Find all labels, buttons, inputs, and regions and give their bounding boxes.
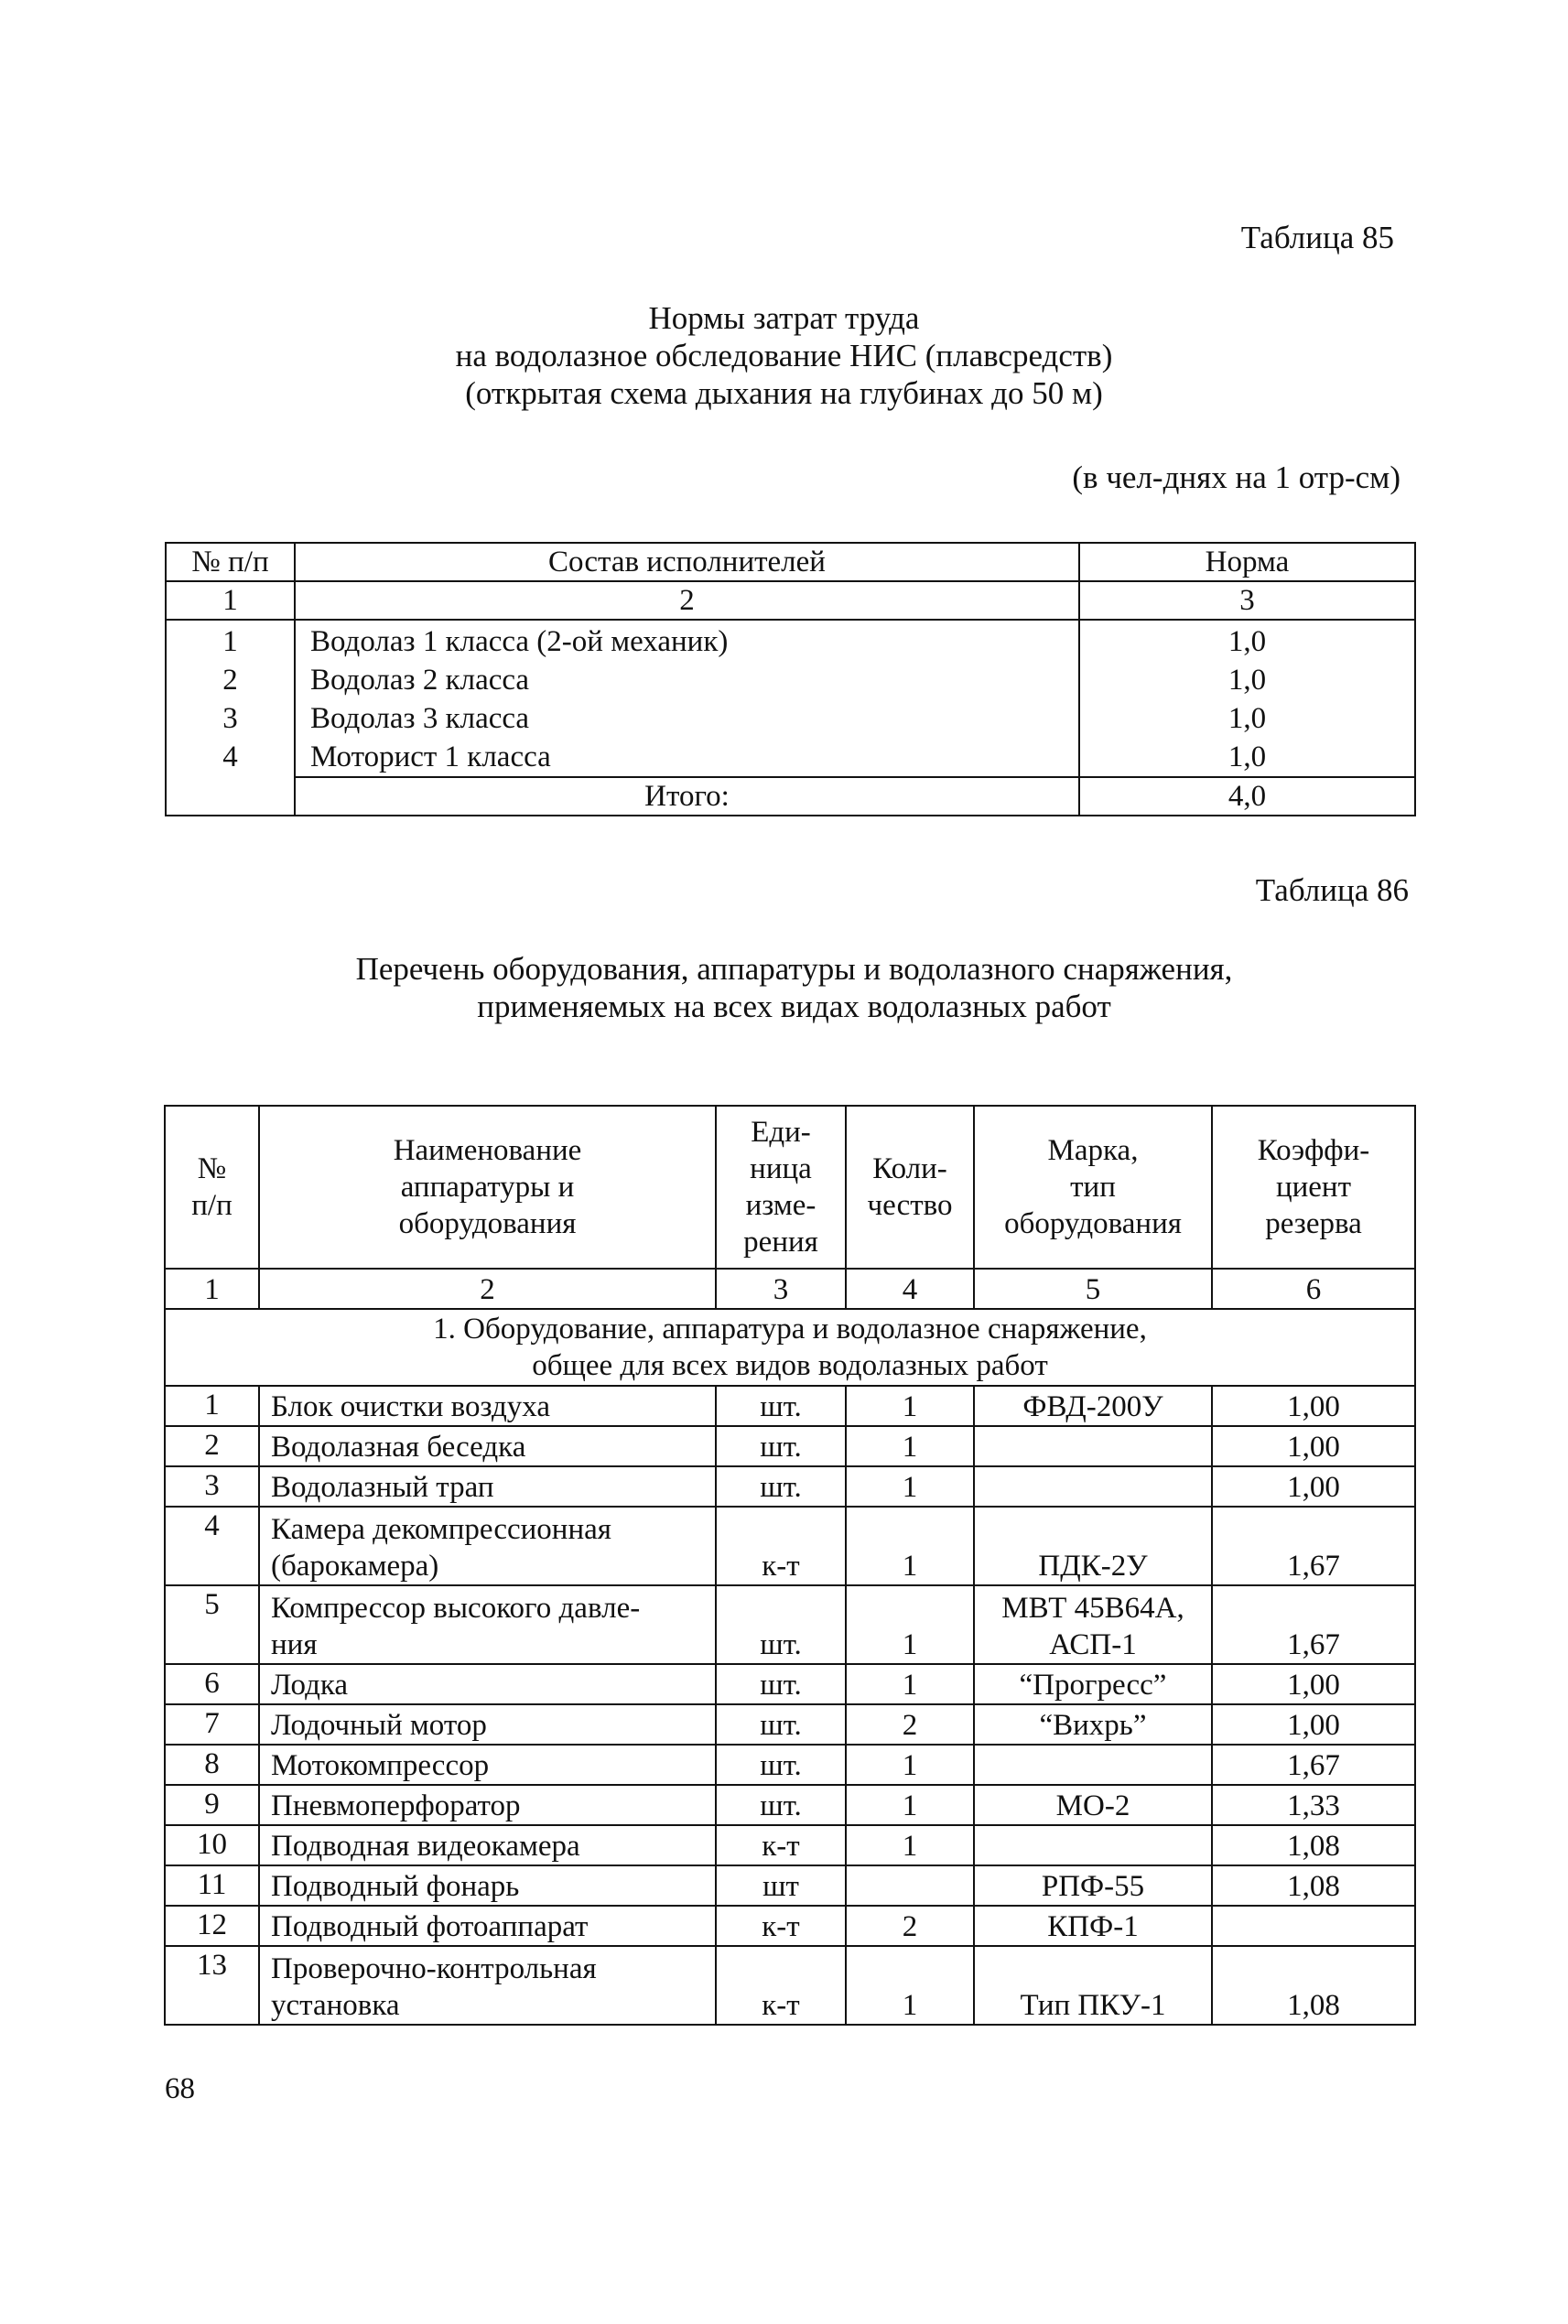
brand-line: Тип ПКУ-1 <box>1020 1989 1166 2022</box>
table-row <box>165 1426 1415 1466</box>
title-line: применяемых на всех видах водолазных работ <box>477 989 1111 1024</box>
row-number: 13 <box>165 1946 259 2025</box>
table-86-label: Таблица 86 <box>1255 872 1409 908</box>
table-row <box>165 1946 1415 2025</box>
item-name-line: Компрессор высокого давле- <box>271 1592 641 1625</box>
brand <box>974 1426 1212 1466</box>
staff-name: Моторист 1 класса <box>310 740 551 773</box>
unit: к-т <box>716 1825 846 1865</box>
table-85 <box>165 542 1416 816</box>
row-number: 12 <box>165 1906 259 1946</box>
norm-value: 1,0 <box>1227 740 1267 773</box>
page-number: 68 <box>165 2072 195 2105</box>
total-label: Итого: <box>295 777 1079 816</box>
header-cell <box>165 1106 259 1269</box>
unit: шт. <box>716 1704 846 1745</box>
header-cell: Норма <box>1079 543 1415 581</box>
column-number: 2 <box>259 1269 716 1309</box>
header-cell <box>846 1106 974 1269</box>
column-number: 3 <box>1079 581 1415 620</box>
reserve-coefficient <box>1212 1906 1415 1946</box>
row-number: 4 <box>165 1507 259 1585</box>
header-line: изме- <box>745 1189 816 1222</box>
item-name-line: Проверочно-контрольная <box>271 1952 597 1985</box>
unit: шт. <box>716 1664 846 1704</box>
brand <box>974 1386 1212 1426</box>
row-number: 2 <box>222 664 238 697</box>
unit: шт. <box>716 1426 846 1466</box>
unit: к-т <box>716 1906 846 1946</box>
brand <box>974 1745 1212 1785</box>
table-row <box>165 1745 1415 1785</box>
item-name-line: установка <box>271 1989 400 2022</box>
item-name <box>259 1426 716 1466</box>
brand-line: РПФ-55 <box>1041 1870 1145 1903</box>
item-name-line: ния <box>271 1628 318 1661</box>
row-number: 4 <box>222 740 238 773</box>
item-name <box>259 1386 716 1426</box>
column-number-row <box>165 1269 1415 1309</box>
quantity: 1 <box>846 1664 974 1704</box>
unit: шт. <box>716 1785 846 1825</box>
section-line: общее для всех видов водолазных работ <box>532 1349 1048 1382</box>
item-name-line: Лодочный мотор <box>271 1709 487 1742</box>
header-line: циент <box>1275 1171 1352 1204</box>
brand <box>974 1507 1212 1585</box>
unit: к-т <box>716 1507 846 1585</box>
norm-value: 1,0 <box>1227 625 1267 658</box>
item-name-line: Подводный фонарь <box>271 1870 520 1903</box>
item-name <box>259 1585 716 1664</box>
row-number: 6 <box>165 1664 259 1704</box>
brand <box>974 1906 1212 1946</box>
norm-value: 1,0 <box>1227 664 1267 697</box>
column-number: 1 <box>166 581 295 620</box>
reserve-coefficient: 1,08 <box>1212 1946 1415 2025</box>
quantity: 1 <box>846 1507 974 1585</box>
header-line: тип <box>1070 1171 1116 1204</box>
total-value: 4,0 <box>1079 777 1415 816</box>
row-numbers-cell <box>166 620 295 816</box>
unit: шт. <box>716 1585 846 1664</box>
quantity: 2 <box>846 1906 974 1946</box>
reserve-coefficient: 1,33 <box>1212 1785 1415 1825</box>
quantity: 1 <box>846 1585 974 1664</box>
reserve-coefficient: 1,00 <box>1212 1386 1415 1426</box>
header-line: ница <box>750 1152 812 1185</box>
title-line: (открытая схема дыхания на глубинах до 50 м) <box>465 375 1103 411</box>
reserve-coefficient: 1,67 <box>1212 1585 1415 1664</box>
brand-line: “Вихрь” <box>1039 1709 1147 1742</box>
item-name <box>259 1785 716 1825</box>
table-body <box>166 620 1415 777</box>
norm-values-cell <box>1079 620 1415 777</box>
header-cell <box>259 1106 716 1269</box>
staff-names-cell <box>295 620 1079 777</box>
row-number: 1 <box>222 625 238 658</box>
item-name <box>259 1946 716 2025</box>
unit: к-т <box>716 1946 846 2025</box>
header-line: Коэффи- <box>1257 1134 1370 1167</box>
table-header-row <box>166 543 1415 581</box>
table-row <box>165 1825 1415 1865</box>
item-name-line: Водолазный трап <box>271 1471 494 1504</box>
table-85-units: (в чел-днях на 1 отр-см) <box>1072 459 1400 495</box>
norm-value: 1,0 <box>1227 702 1267 735</box>
row-number: 9 <box>165 1785 259 1825</box>
item-name-line: Лодка <box>271 1669 349 1702</box>
header-line: № <box>197 1152 227 1185</box>
brand-line: КПФ-1 <box>1047 1910 1139 1943</box>
row-number: 5 <box>165 1585 259 1664</box>
section-row <box>165 1309 1415 1386</box>
item-name <box>259 1466 716 1507</box>
table-row <box>165 1906 1415 1946</box>
quantity: 1 <box>846 1386 974 1426</box>
table-row <box>165 1507 1415 1585</box>
total-row <box>166 777 1415 816</box>
header-cell: № п/п <box>166 543 295 581</box>
item-name-line: Подводный фотоаппарат <box>271 1910 589 1943</box>
row-number: 7 <box>165 1704 259 1745</box>
column-number-row <box>166 581 1415 620</box>
row-number: 10 <box>165 1825 259 1865</box>
quantity: 1 <box>846 1466 974 1507</box>
reserve-coefficient: 1,08 <box>1212 1825 1415 1865</box>
header-line: оборудования <box>398 1207 577 1240</box>
brand <box>974 1825 1212 1865</box>
header-line: чество <box>867 1189 953 1222</box>
item-name-line: Мотокомпрессор <box>271 1749 490 1782</box>
table-row <box>165 1785 1415 1825</box>
brand-line: АСП-1 <box>1049 1628 1137 1661</box>
header-line: резерва <box>1265 1207 1362 1240</box>
quantity <box>846 1865 974 1906</box>
table-row <box>165 1585 1415 1664</box>
item-name-line: Подводная видеокамера <box>271 1830 580 1863</box>
item-name <box>259 1507 716 1585</box>
title-line: Перечень оборудования, аппаратуры и водолазного снаряжения, <box>355 951 1233 987</box>
unit: шт. <box>716 1466 846 1507</box>
table-86-title <box>10 950 1568 1025</box>
table-row <box>165 1865 1415 1906</box>
quantity: 1 <box>846 1785 974 1825</box>
reserve-coefficient: 1,00 <box>1212 1664 1415 1704</box>
unit: шт <box>716 1865 846 1906</box>
item-name <box>259 1906 716 1946</box>
item-name-line: Водолазная беседка <box>271 1431 526 1464</box>
brand-line: МО-2 <box>1055 1789 1130 1822</box>
brand <box>974 1664 1212 1704</box>
unit: шт. <box>716 1745 846 1785</box>
quantity: 1 <box>846 1745 974 1785</box>
item-name <box>259 1704 716 1745</box>
section-heading <box>165 1309 1415 1386</box>
reserve-coefficient: 1,00 <box>1212 1466 1415 1507</box>
brand-line: МВТ 45В64А, <box>1001 1592 1184 1625</box>
header-line: Коли- <box>872 1152 947 1185</box>
brand <box>974 1585 1212 1664</box>
brand <box>974 1466 1212 1507</box>
header-line: аппаратуры и <box>400 1171 575 1204</box>
staff-name: Водолаз 2 класса <box>310 664 530 697</box>
table-85-title <box>0 299 1568 412</box>
brand-line: ФВД-200У <box>1022 1390 1163 1423</box>
column-number: 2 <box>295 581 1079 620</box>
item-name <box>259 1825 716 1865</box>
brand-line: “Прогресс” <box>1019 1669 1167 1702</box>
column-number: 6 <box>1212 1269 1415 1309</box>
unit: шт. <box>716 1386 846 1426</box>
item-name-line: Блок очистки воздуха <box>271 1390 550 1423</box>
brand <box>974 1704 1212 1745</box>
column-number: 1 <box>165 1269 259 1309</box>
reserve-coefficient: 1,00 <box>1212 1426 1415 1466</box>
quantity: 1 <box>846 1825 974 1865</box>
item-name-line: (барокамера) <box>271 1550 439 1583</box>
table-row <box>165 1664 1415 1704</box>
item-name <box>259 1745 716 1785</box>
header-cell <box>716 1106 846 1269</box>
header-line: п/п <box>191 1189 232 1222</box>
reserve-coefficient: 1,67 <box>1212 1507 1415 1585</box>
item-name <box>259 1664 716 1704</box>
reserve-coefficient: 1,08 <box>1212 1865 1415 1906</box>
row-number: 3 <box>222 702 238 735</box>
header-line: оборудования <box>1004 1207 1182 1240</box>
staff-name: Водолаз 3 класса <box>310 702 530 735</box>
header-cell <box>974 1106 1212 1269</box>
header-line: Марка, <box>1047 1134 1139 1167</box>
row-number: 8 <box>165 1745 259 1785</box>
table-86-body <box>165 1386 1415 2025</box>
row-number: 1 <box>165 1386 259 1426</box>
table-row <box>165 1466 1415 1507</box>
item-name-line: Пневмоперфоратор <box>271 1789 521 1822</box>
column-number: 5 <box>974 1269 1212 1309</box>
reserve-coefficient: 1,00 <box>1212 1704 1415 1745</box>
header-line: Еди- <box>751 1116 811 1149</box>
header-line: рения <box>743 1226 818 1259</box>
table-row <box>165 1386 1415 1426</box>
reserve-coefficient: 1,67 <box>1212 1745 1415 1785</box>
brand <box>974 1946 1212 2025</box>
row-number: 3 <box>165 1466 259 1507</box>
item-name <box>259 1865 716 1906</box>
quantity: 1 <box>846 1426 974 1466</box>
row-number: 11 <box>165 1865 259 1906</box>
title-line: Нормы затрат труда <box>648 300 920 336</box>
table-85-label: Таблица 85 <box>1240 220 1394 255</box>
quantity: 1 <box>846 1946 974 2025</box>
header-cell <box>1212 1106 1415 1269</box>
header-cell: Состав исполнителей <box>295 543 1079 581</box>
table-header-row <box>165 1106 1415 1269</box>
column-number: 4 <box>846 1269 974 1309</box>
table-row <box>165 1704 1415 1745</box>
staff-name: Водолаз 1 класса (2-ой механик) <box>310 625 729 658</box>
row-number: 2 <box>165 1426 259 1466</box>
section-line: 1. Оборудование, аппаратура и водолазное снаряжение, <box>433 1313 1147 1346</box>
column-number: 3 <box>716 1269 846 1309</box>
brand <box>974 1785 1212 1825</box>
item-name-line: Камера декомпрессионная <box>271 1513 611 1546</box>
brand-line: ПДК-2У <box>1038 1550 1148 1583</box>
title-line: на водолазное обследование НИС (плавсредств) <box>455 338 1113 373</box>
table-86 <box>164 1105 1416 2026</box>
header-line: Наименование <box>393 1134 582 1167</box>
quantity: 2 <box>846 1704 974 1745</box>
brand <box>974 1865 1212 1906</box>
